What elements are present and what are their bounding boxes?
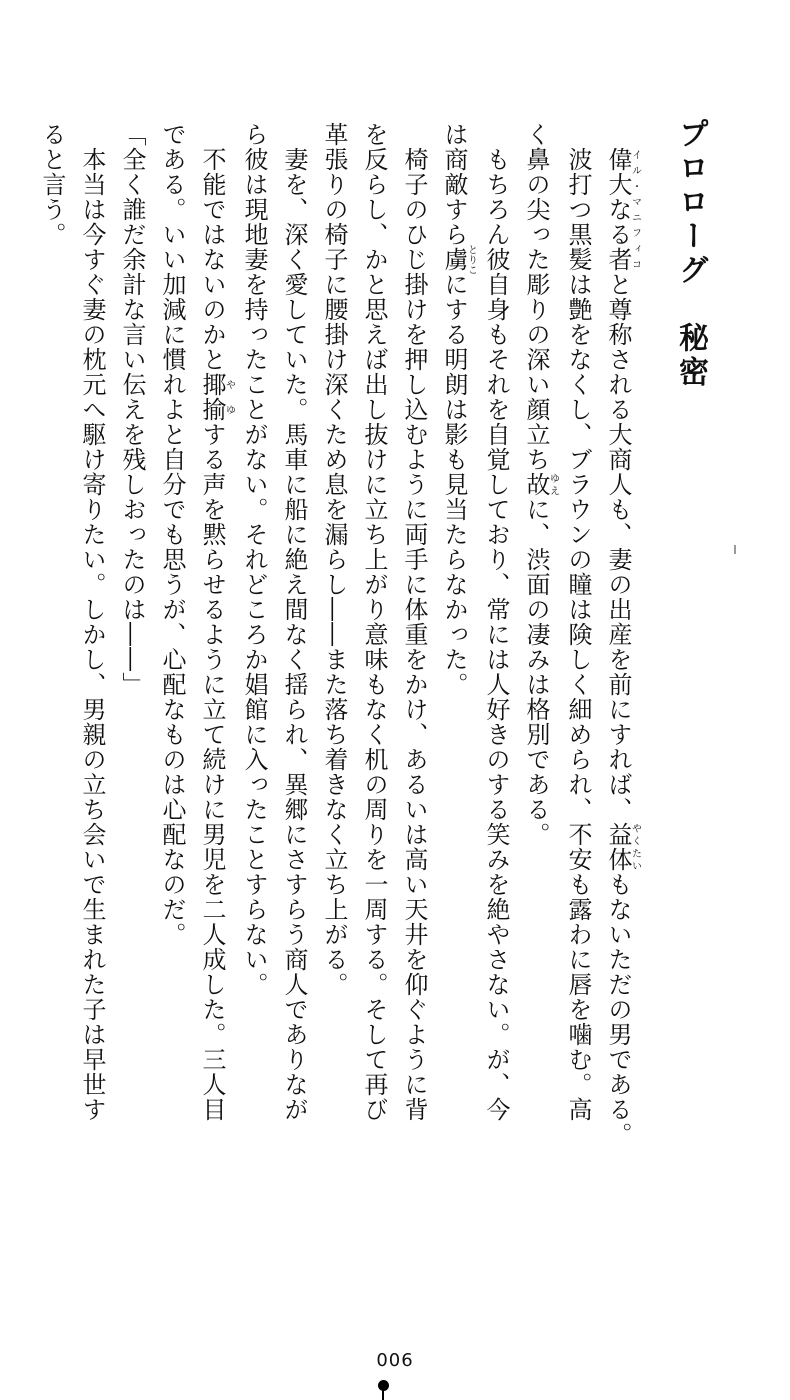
ruby-word [198, 372, 235, 422]
page-number: 006 [376, 1350, 414, 1371]
text-line [598, 122, 640, 1162]
text-segment: 椅子のひじ掛けを押し込むように両手に体重をかけ、あるいは高い天井を仰ぐように背 [400, 122, 428, 1122]
text-segment: は商敵すら [440, 122, 468, 247]
text-segment: ら彼は現地妻を持ったことがない。それどころか娼館に入ったことすらない。 [240, 122, 268, 997]
ruby-word [604, 822, 641, 872]
text-segment: である。いい加減に慣れよと自分でも思うが、心配なものは心配なのだ。 [158, 122, 186, 947]
text-segment: を反らし、かと思えば出し抜けに立ち上がり意味もなく机の周りを一周する。そして再び [360, 122, 388, 1122]
text-line [476, 122, 516, 1162]
text-segment: する声を黙らせるように立て続けに男児を二人成した。三人目 [198, 422, 226, 1122]
body-text [32, 122, 640, 1162]
text-segment: 波打つ黒髪は艶をなくし、ブラウンの瞳は険しく細められ、不安も露わに唇を噛む。高 [564, 122, 592, 1122]
text-line [72, 122, 112, 1162]
text-line [434, 122, 476, 1162]
text-segment: に、渋面の凄みは格別である。 [522, 497, 550, 847]
page-marker-line [382, 1388, 384, 1400]
text-line [112, 122, 152, 1162]
ruby-reading: ゆえ [547, 472, 559, 497]
text-line [354, 122, 394, 1162]
ruby-base: 揶揄 [198, 372, 226, 422]
ruby-word [604, 147, 641, 272]
text-line [314, 122, 354, 1162]
print-speck [734, 545, 736, 554]
text-segment: 本当は今すぐ妻の枕元へ駆け寄りたい。しかし、男親の立ち会いで生まれた子は早世す [78, 122, 106, 1122]
text-line [516, 122, 558, 1162]
text-line [152, 122, 192, 1162]
ruby-base: 益体 [604, 822, 632, 872]
text-line [192, 122, 234, 1162]
ruby-reading: とりこ [465, 244, 477, 275]
text-line [32, 122, 72, 1162]
text-line [558, 122, 598, 1162]
text-line [234, 122, 274, 1162]
ruby-word [440, 244, 477, 275]
text-segment: もないただの男である。 [604, 872, 632, 1147]
text-segment: 「全く誰だ余計な言い伝えを残しおったのは――」 [118, 122, 146, 697]
text-segment: 不能ではないのかと [198, 122, 226, 372]
chapter-title: プロローグ 秘密 [673, 118, 708, 390]
text-line [274, 122, 314, 1162]
ruby-base: 故 [522, 472, 550, 497]
text-segment [604, 122, 632, 147]
text-segment: ると言う。 [38, 122, 66, 247]
text-segment: もちろん彼自身もそれを自覚しており、常には人好きのする笑みを絶やさない。が、今 [482, 122, 510, 1122]
text-segment: 妻を、深く愛していた。馬車に船に絶え間なく揺られ、異郷にさすらう商人でありなが [280, 122, 308, 1122]
ruby-reading: やゆ [223, 372, 235, 422]
text-segment: にする明朗は影も見当たらなかった。 [440, 272, 468, 697]
ruby-reading: イル・マニフィコ [629, 147, 641, 272]
text-line [394, 122, 434, 1162]
ruby-base: 偉大なる者 [604, 147, 632, 272]
text-segment: く鼻の尖った彫りの深い顔立ち [522, 122, 550, 472]
text-segment: 革張りの椅子に腰掛け深くため息を漏らし――また落ち着きなく立ち上がる。 [320, 122, 348, 997]
ruby-base: 虜 [440, 244, 468, 275]
text-segment: と尊称される大商人も、妻の出産を前にすれば、 [604, 272, 632, 822]
ruby-word [522, 472, 559, 497]
ruby-reading: やくたい [629, 822, 641, 872]
